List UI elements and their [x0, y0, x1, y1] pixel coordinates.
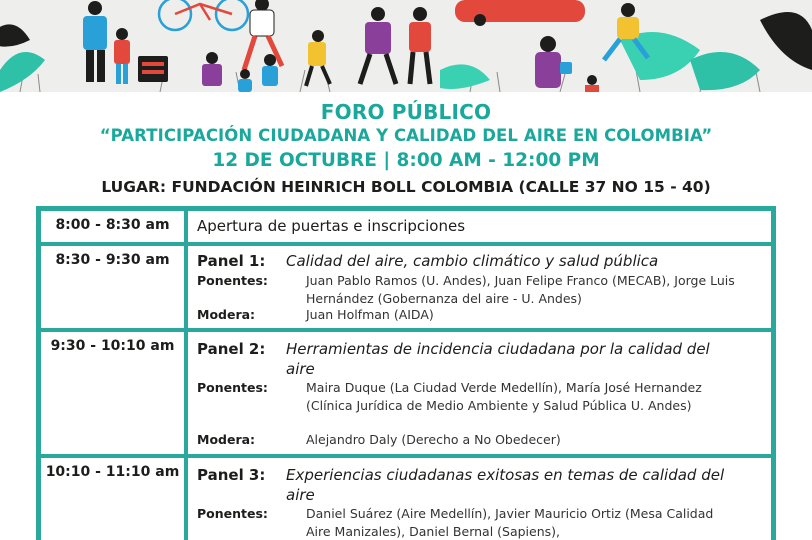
speakers-list: Maira Duque (La Ciudad Verde Medellín), María José Hernandez (Clínica Jurídica de Medio Ambiente y Salud Pública U. Andes) [306, 380, 702, 413]
speakers-label: Ponentes: [197, 506, 268, 521]
agenda-row-panel-2 [41, 332, 771, 454]
agenda-content-cell [188, 211, 771, 242]
agenda-time-cell [41, 458, 184, 540]
page-title: FORO PÚBLICO [320, 100, 492, 124]
agenda-row-opening [41, 211, 771, 242]
panel-label: Panel 1: [197, 252, 266, 270]
panel-title: Herramientas de incidencia ciudadana por la calidad del aire [286, 340, 710, 378]
agenda-time: 8:30 - 9:30 am [55, 252, 170, 268]
agenda-time: 10:10 - 11:10 am [45, 464, 180, 480]
agenda-table [36, 206, 776, 540]
moderator-name: Alejandro Daly (Derecho a No Obedecer) [306, 432, 561, 447]
agenda-time: 9:30 - 10:10 am [50, 338, 175, 354]
panel-title: Experiencias ciudadanas exitosas en temas de calidad del aire [286, 466, 725, 504]
speakers-list: Daniel Suárez (Aire Medellín), Javier Mauricio Ortiz (Mesa Calidad Aire Manizales), Daniel Bernal (Sapiens), [306, 506, 714, 539]
agenda-time-cell [41, 332, 184, 454]
illustration-banner [0, 0, 812, 92]
agenda-activity: Apertura de puertas e inscripciones [197, 217, 466, 235]
speakers-list: Juan Pablo Ramos (U. Andes), Juan Felipe Franco (MECAB), Jorge Luis Hernández (Gobernanza del aire - U. Andes) [306, 273, 735, 306]
event-date-time: 12 DE OCTUBRE | 8:00 AM - 12:00 PM [212, 150, 600, 171]
event-subtitle: “PARTICIPACIÓN CIUDADANA Y CALIDAD DEL AIRE EN COLOMBIA” [99, 126, 713, 145]
speakers-label: Ponentes: [197, 380, 268, 395]
agenda-row-panel-1 [41, 246, 771, 328]
agenda-content-cell [188, 332, 771, 454]
people-city-illustration [0, 0, 812, 92]
speakers-label: Ponentes: [197, 273, 268, 288]
agenda-content-cell [188, 458, 771, 540]
event-venue: LUGAR: FUNDACIÓN HEINRICH BOLL COLOMBIA (CALLE 37 NO 15 - 40) [101, 178, 711, 196]
moderator-name: Juan Holfman (AIDA) [306, 307, 434, 322]
panel-label: Panel 2: [197, 340, 266, 358]
agenda-content-cell [188, 246, 771, 328]
panel-title: Calidad del aire, cambio climático y salud pública [286, 252, 659, 270]
agenda-row-panel-3 [41, 458, 771, 540]
agenda-time-cell [41, 211, 184, 242]
panel-label: Panel 3: [197, 466, 266, 484]
moderator-label: Modera: [197, 307, 256, 322]
agenda-time-cell [41, 246, 184, 328]
moderator-label: Modera: [197, 432, 256, 447]
agenda-time: 8:00 - 8:30 am [55, 217, 170, 233]
